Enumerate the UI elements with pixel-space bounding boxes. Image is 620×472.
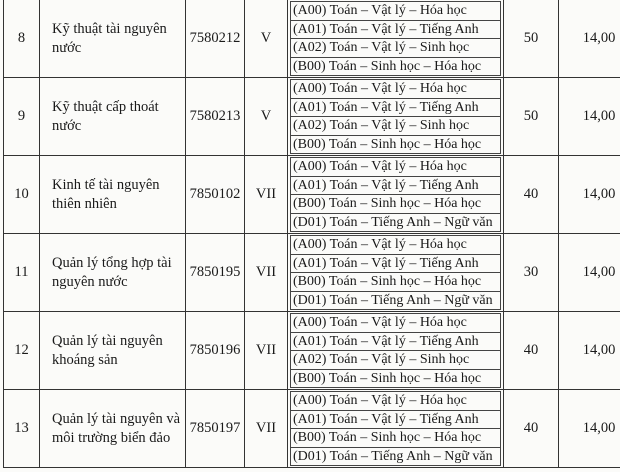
subject-combination: (B00) Toán – Sinh học – Hóa học (290, 195, 501, 214)
program-name: Quản lý tài nguyên khoáng sản (40, 312, 186, 390)
subject-combinations (288, 312, 504, 390)
program-group: VII (245, 312, 288, 390)
subject-combination: (A01) Toán – Vật lý – Tiếng Anh (290, 255, 501, 274)
subject-combination: (B00) Toán – Sinh học – Hóa học (290, 429, 501, 448)
subject-combination: (A00) Toán – Vật lý – Hóa học (290, 157, 501, 177)
subject-combination: (B00) Toán – Sinh học – Hóa học (290, 370, 501, 389)
subject-combination: (D01) Toán – Tiếng Anh – Ngữ văn (290, 448, 501, 467)
subject-combinations (288, 0, 504, 78)
program-code: 7850197 (186, 390, 245, 468)
row-number: 11 (4, 234, 40, 312)
program-name: Quản lý tổng hợp tài nguyên nước (40, 234, 186, 312)
row-number: 9 (4, 78, 40, 156)
program-code: 7850195 (186, 234, 245, 312)
minimum-score: 14,00 (559, 78, 620, 156)
subject-combination: (A00) Toán – Vật lý – Hóa học (290, 79, 501, 99)
minimum-score: 14,00 (559, 312, 620, 390)
subject-combination: (A01) Toán – Vật lý – Tiếng Anh (290, 411, 501, 430)
subject-combination: (B00) Toán – Sinh học – Hóa học (290, 58, 501, 77)
minimum-score: 14,00 (559, 0, 620, 78)
admission-table (3, 0, 620, 468)
subject-combination: (D01) Toán – Tiếng Anh – Ngữ văn (290, 292, 501, 311)
subject-combination: (A00) Toán – Vật lý – Hóa học (290, 1, 501, 21)
row-number: 10 (4, 156, 40, 234)
program-code: 7850196 (186, 312, 245, 390)
program-code: 7580212 (186, 0, 245, 78)
program-code: 7850102 (186, 156, 245, 234)
quota: 30 (504, 234, 559, 312)
table-row (4, 156, 620, 234)
subject-combinations (288, 78, 504, 156)
subject-combination: (A01) Toán – Vật lý – Tiếng Anh (290, 333, 501, 352)
subject-combination: (A01) Toán – Vật lý – Tiếng Anh (290, 177, 501, 196)
subject-combination: (A01) Toán – Vật lý – Tiếng Anh (290, 99, 501, 118)
minimum-score: 14,00 (559, 390, 620, 468)
table-row (4, 78, 620, 156)
subject-combination: (A02) Toán – Vật lý – Sinh học (290, 39, 501, 58)
table-row (4, 312, 620, 390)
subject-combination: (A00) Toán – Vật lý – Hóa học (290, 391, 501, 411)
table-row (4, 0, 620, 78)
subject-combination: (A02) Toán – Vật lý – Sinh học (290, 351, 501, 370)
subject-combination: (D01) Toán – Tiếng Anh – Ngữ văn (290, 214, 501, 233)
subject-combination: (B00) Toán – Sinh học – Hóa học (290, 273, 501, 292)
program-group: VII (245, 156, 288, 234)
table-row (4, 234, 620, 312)
program-code: 7580213 (186, 78, 245, 156)
program-name: Kỹ thuật cấp thoát nước (40, 78, 186, 156)
subject-combinations (288, 234, 504, 312)
subject-combination: (A02) Toán – Vật lý – Sinh học (290, 117, 501, 136)
program-name: Kinh tế tài nguyên thiên nhiên (40, 156, 186, 234)
program-group: V (245, 78, 288, 156)
minimum-score: 14,00 (559, 156, 620, 234)
program-name: Kỹ thuật tài nguyên nước (40, 0, 186, 78)
program-group: VII (245, 390, 288, 468)
row-number: 13 (4, 390, 40, 468)
quota: 40 (504, 156, 559, 234)
subject-combination: (A00) Toán – Vật lý – Hóa học (290, 235, 501, 255)
quota: 50 (504, 78, 559, 156)
row-number: 12 (4, 312, 40, 390)
subject-combination: (B00) Toán – Sinh học – Hóa học (290, 136, 501, 155)
quota: 50 (504, 0, 559, 78)
subject-combination: (A00) Toán – Vật lý – Hóa học (290, 313, 501, 333)
table-row (4, 390, 620, 468)
quota: 40 (504, 390, 559, 468)
row-number: 8 (4, 0, 40, 78)
subject-combinations (288, 156, 504, 234)
program-group: V (245, 0, 288, 78)
quota: 40 (504, 312, 559, 390)
subject-combination: (A01) Toán – Vật lý – Tiếng Anh (290, 21, 501, 40)
program-name: Quản lý tài nguyên và môi trường biển đảo (40, 390, 186, 468)
program-group: VII (245, 234, 288, 312)
minimum-score: 14,00 (559, 234, 620, 312)
subject-combinations (288, 390, 504, 468)
